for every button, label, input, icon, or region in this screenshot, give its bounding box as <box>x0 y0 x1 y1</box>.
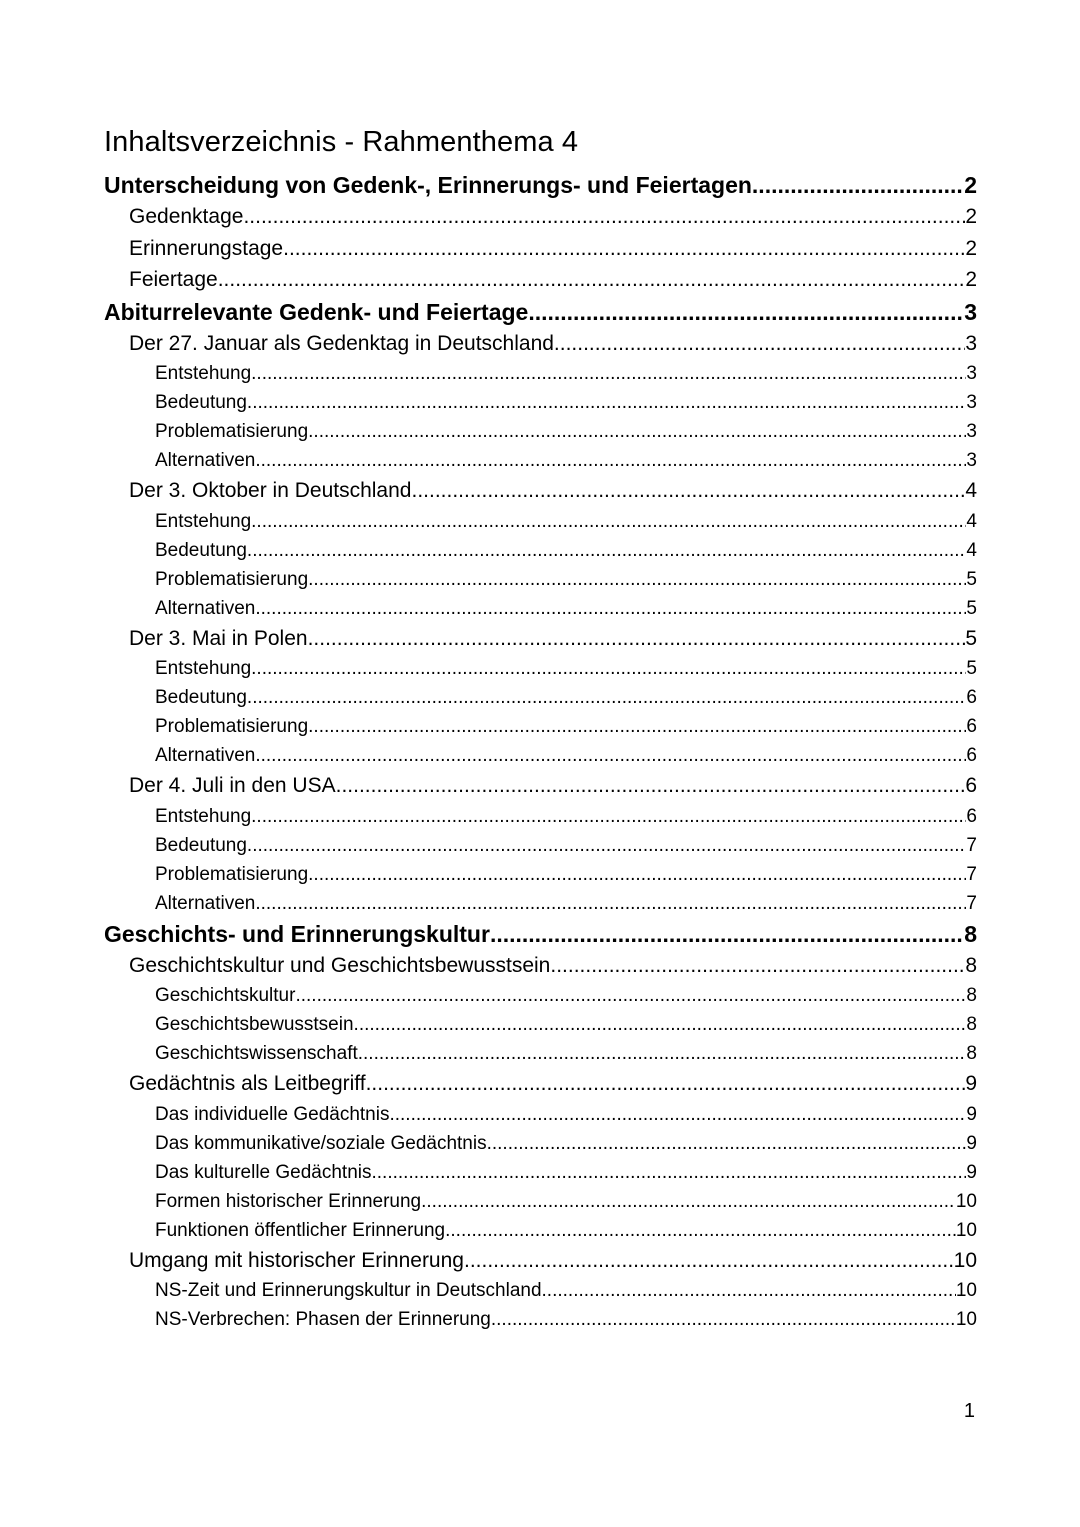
toc-entry-label: Der 27. Januar als Gedenktag in Deutschland <box>129 331 554 355</box>
toc-entry-page: 7 <box>966 863 977 885</box>
page-number: 1 <box>963 1400 975 1422</box>
toc-entry-label: Entstehung <box>155 805 252 827</box>
toc-entry-level-3[interactable] <box>155 742 977 770</box>
toc-entry-level-1[interactable] <box>104 170 977 200</box>
toc-entry-level-3[interactable] <box>155 684 977 712</box>
toc-entry-label: Problematisierung <box>155 421 309 442</box>
toc-entry-label: Feiertage <box>129 268 218 291</box>
toc-entry-label: Geschichtskultur <box>155 985 296 1006</box>
toc-entry-label: Bedeutung <box>155 539 247 561</box>
toc-entry-page: 10 <box>955 1219 977 1241</box>
toc-entry-level-3[interactable] <box>155 655 977 683</box>
toc-entry-label: Erinnerungstage <box>129 236 284 260</box>
toc-entry-level-3[interactable] <box>155 389 977 417</box>
toc-entry-page: 3 <box>966 450 977 471</box>
toc-entry-page: 5 <box>966 597 977 619</box>
toc-entry-label: Der 3. Oktober in Deutschland <box>129 479 412 502</box>
toc-dot-leader <box>247 389 967 417</box>
toc-entry-page: 9 <box>966 1132 977 1154</box>
toc-entry-label: Funktionen öffentlicher Erinnerung <box>155 1219 446 1241</box>
toc-dot-leader <box>247 832 967 860</box>
toc-entry-level-2[interactable] <box>129 202 977 232</box>
toc-dot-leader <box>255 742 966 770</box>
toc-entry-level-3[interactable] <box>155 1130 977 1158</box>
toc-entry-level-3[interactable] <box>155 1011 977 1039</box>
toc-entry-level-3[interactable] <box>155 713 977 741</box>
toc-entry-page: 2 <box>965 236 977 260</box>
toc-entry-label: Entstehung <box>155 510 252 532</box>
toc-entry-label: Das kulturelle Gedächtnis <box>155 1161 372 1183</box>
toc-dot-leader <box>255 447 966 475</box>
toc-dot-leader <box>464 1246 954 1276</box>
toc-entry-level-1[interactable] <box>104 297 977 327</box>
toc-dot-leader <box>308 566 966 594</box>
toc-entry-page: 3 <box>966 421 977 442</box>
toc-dot-leader <box>366 1069 966 1099</box>
toc-entry-page: 4 <box>965 479 977 502</box>
toc-entry-level-3[interactable] <box>155 1306 977 1334</box>
toc-dot-leader <box>251 508 966 536</box>
toc-entry-label: Geschichtskultur und Geschichtsbewusstsein <box>129 953 551 977</box>
toc-dot-leader <box>372 1159 967 1187</box>
toc-entry-level-3[interactable] <box>155 418 977 446</box>
toc-dot-leader <box>251 803 966 831</box>
toc-dot-leader <box>336 771 966 801</box>
toc-entry-page: 9 <box>966 1161 977 1183</box>
toc-entry-label: Bedeutung <box>155 392 247 413</box>
toc-entry-label: NS-Verbrechen: Phasen der Erinnerung <box>155 1309 491 1330</box>
toc-entry-level-2[interactable] <box>129 234 977 264</box>
toc-entry-page: 10 <box>953 1248 977 1272</box>
toc-entry-level-3[interactable] <box>155 537 977 565</box>
toc-entry-level-3[interactable] <box>155 1101 977 1129</box>
toc-entry-page: 5 <box>966 568 977 590</box>
toc-dot-leader <box>247 684 967 712</box>
toc-entry-page: 7 <box>966 892 977 914</box>
toc-dot-leader <box>358 1040 967 1068</box>
toc-dot-leader <box>550 951 965 981</box>
toc-dot-leader <box>308 418 966 446</box>
toc-entry-page: 6 <box>966 745 977 766</box>
toc-entry-page: 4 <box>966 510 977 532</box>
toc-entry-level-3[interactable] <box>155 982 977 1010</box>
toc-entry-label: NS-Zeit und Erinnerungskultur in Deutschland <box>155 1280 542 1301</box>
toc-dot-leader <box>554 329 965 359</box>
toc-entry-level-3[interactable] <box>155 508 977 536</box>
toc-entry-label: Unterscheidung von Gedenk-, Erinnerungs- und Feiertagen <box>104 172 752 198</box>
toc-dot-leader <box>389 1101 966 1129</box>
toc-entry-label: Alternativen <box>155 892 256 914</box>
toc-entry-page: 9 <box>965 1072 977 1095</box>
toc-entry-page: 9 <box>966 1103 977 1125</box>
toc-entry-level-3[interactable] <box>155 447 977 475</box>
toc-entry-label: Bedeutung <box>155 687 247 708</box>
toc-dot-leader <box>283 234 965 264</box>
toc-entry-level-3[interactable] <box>155 803 977 831</box>
toc-entry-page: 10 <box>955 1280 977 1301</box>
toc-dot-leader <box>421 1188 956 1216</box>
toc-entry-level-2[interactable] <box>129 476 977 506</box>
toc-dot-leader <box>491 1306 956 1334</box>
toc-entry-level-3[interactable] <box>155 1217 977 1245</box>
toc-entry-label: Umgang mit historischer Erinnerung <box>129 1248 464 1272</box>
toc-entry-label: Problematisierung <box>155 568 309 590</box>
toc-entry-label: Problematisierung <box>155 863 309 885</box>
toc-entry-level-3[interactable] <box>155 832 977 860</box>
toc-entry-label: Problematisierung <box>155 716 309 737</box>
toc-entry-level-2[interactable] <box>129 771 977 801</box>
toc-dot-leader <box>528 297 964 327</box>
toc-entry-page: 6 <box>966 687 977 708</box>
toc-entry-label: Alternativen <box>155 745 256 766</box>
toc-entry-label: Abiturrelevante Gedenk- und Feiertage <box>104 298 529 325</box>
toc-entry-level-2[interactable] <box>129 329 977 359</box>
toc-entry-level-2[interactable] <box>129 1246 977 1276</box>
toc-entry-level-3[interactable] <box>155 890 977 918</box>
toc-entry-page: 8 <box>964 920 977 947</box>
toc-entry-page: 5 <box>965 626 977 650</box>
toc-dot-leader <box>308 713 966 741</box>
toc-entry-page: 6 <box>966 716 977 737</box>
toc-entry-level-2[interactable] <box>129 624 977 654</box>
toc-dot-leader <box>542 1277 956 1305</box>
toc-entry-page: 8 <box>966 1014 977 1035</box>
toc-entry-page: 6 <box>966 805 977 827</box>
toc-entry-page: 10 <box>955 1190 977 1212</box>
toc-dot-leader <box>218 265 966 295</box>
toc-entry-label: Geschichtsbewusstsein <box>155 1014 354 1035</box>
toc-entry-label: Alternativen <box>155 450 256 471</box>
toc-entry-page: 8 <box>966 1043 977 1064</box>
toc-entry-page: 8 <box>966 985 977 1006</box>
toc-dot-leader <box>295 982 966 1010</box>
toc-entry-level-3[interactable] <box>155 1159 977 1187</box>
toc-dot-leader <box>308 861 966 889</box>
toc-dot-leader <box>752 170 964 200</box>
toc-entry-level-2[interactable] <box>129 1069 977 1099</box>
toc-entry-page: 7 <box>966 834 977 856</box>
toc-entry-level-3[interactable] <box>155 360 977 388</box>
toc-entry-label: Entstehung <box>155 363 252 384</box>
toc-dot-leader <box>445 1217 956 1245</box>
toc-title: Inhaltsverzeichnis - Rahmenthema 4 <box>104 126 579 158</box>
toc-entry-page: 2 <box>965 205 977 228</box>
toc-entry-page: 3 <box>964 298 977 325</box>
toc-entry-label: Der 3. Mai in Polen <box>129 626 308 650</box>
toc-entry-label: Gedächtnis als Leitbegriff <box>129 1072 366 1095</box>
toc-entry-level-3[interactable] <box>155 1277 977 1305</box>
toc-entry-page: 2 <box>964 172 977 198</box>
toc-dot-leader <box>490 919 964 949</box>
toc-entry-level-3[interactable] <box>155 1188 977 1216</box>
toc-entry-label: Das kommunikative/soziale Gedächtnis <box>155 1132 487 1154</box>
toc-dot-leader <box>411 476 965 506</box>
toc-dot-leader <box>243 202 965 232</box>
toc-entry-label: Bedeutung <box>155 834 247 856</box>
toc-entry-page: 5 <box>966 658 977 679</box>
toc-entry-page: 3 <box>965 331 977 355</box>
toc-entry-label: Geschichts- und Erinnerungskultur <box>104 920 490 947</box>
toc-dot-leader <box>308 624 966 654</box>
toc-entry-page: 4 <box>966 539 977 561</box>
toc-entry-page: 8 <box>965 953 977 977</box>
toc-entry-level-3[interactable] <box>155 566 977 594</box>
toc-entry-level-2[interactable] <box>129 951 977 981</box>
toc-entry-level-1[interactable] <box>104 919 977 949</box>
toc-dot-leader <box>255 595 966 623</box>
toc-entry-page: 10 <box>955 1309 977 1330</box>
toc-entry-level-3[interactable] <box>155 861 977 889</box>
toc-dot-leader <box>247 537 967 565</box>
toc-entry-label: Entstehung <box>155 658 252 679</box>
toc-entry-page: 3 <box>966 392 977 413</box>
toc-entry-level-3[interactable] <box>155 1040 977 1068</box>
toc-dot-leader <box>251 655 966 683</box>
toc-dot-leader <box>354 1011 967 1039</box>
toc-dot-leader <box>487 1130 967 1158</box>
toc-entry-label: Geschichtswissenschaft <box>155 1043 358 1064</box>
toc-entry-page: 6 <box>965 774 977 797</box>
toc-entry-level-3[interactable] <box>155 595 977 623</box>
toc-entry-level-2[interactable] <box>129 265 977 295</box>
toc-entry-label: Alternativen <box>155 597 256 619</box>
toc-dot-leader <box>255 890 966 918</box>
toc-entry-page: 3 <box>966 363 977 384</box>
toc-entry-label: Das individuelle Gedächtnis <box>155 1103 390 1125</box>
toc-entry-label: Gedenktage <box>129 205 244 228</box>
toc-dot-leader <box>251 360 966 388</box>
toc-entry-label: Formen historischer Erinnerung <box>155 1190 422 1212</box>
toc-entry-label: Der 4. Juli in den USA <box>129 774 336 797</box>
toc-entry-page: 2 <box>965 268 977 291</box>
